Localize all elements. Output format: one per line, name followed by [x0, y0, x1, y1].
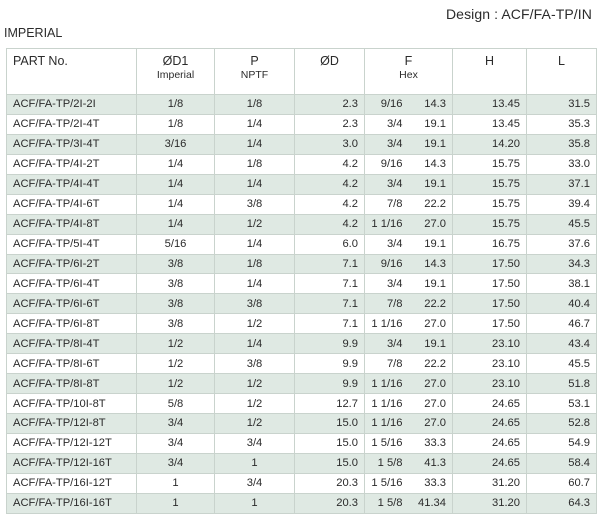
cell-f-mm: 22.2 [407, 354, 453, 374]
cell-f-mm: 27.0 [407, 414, 453, 434]
cell-part-no: ACF/FA-TP/6I-2T [7, 254, 137, 274]
header-d1-label: ØD1 [162, 54, 189, 68]
cell-f-inch: 1 5/16 [365, 473, 407, 493]
table-row [7, 493, 597, 513]
table-row [7, 134, 597, 154]
cell-h: 24.65 [453, 453, 527, 473]
cell-p: 1/2 [215, 214, 295, 234]
cell-d1: 1/8 [137, 95, 215, 115]
cell-f-inch: 9/16 [365, 154, 407, 174]
cell-d1: 5/8 [137, 394, 215, 414]
cell-part-no: ACF/FA-TP/16I-16T [7, 493, 137, 513]
cell-d: 9.9 [295, 374, 365, 394]
cell-d1: 5/16 [137, 234, 215, 254]
table-row [7, 433, 597, 453]
table-row [7, 254, 597, 274]
cell-part-no: ACF/FA-TP/4I-4T [7, 174, 137, 194]
cell-d1: 1 [137, 493, 215, 513]
cell-p: 3/8 [215, 354, 295, 374]
cell-h: 16.75 [453, 234, 527, 254]
cell-l: 64.3 [527, 493, 597, 513]
cell-f-mm: 41.3 [407, 453, 453, 473]
cell-p: 1/4 [215, 114, 295, 134]
cell-d1: 1/2 [137, 374, 215, 394]
cell-h: 23.10 [453, 354, 527, 374]
table-row [7, 334, 597, 354]
cell-l: 39.4 [527, 194, 597, 214]
cell-f-mm: 19.1 [407, 114, 453, 134]
cell-d1: 1/4 [137, 154, 215, 174]
cell-d: 15.0 [295, 433, 365, 453]
table-row [7, 374, 597, 394]
cell-d1: 1/8 [137, 114, 215, 134]
cell-f-inch: 7/8 [365, 294, 407, 314]
cell-part-no: ACF/FA-TP/4I-2T [7, 154, 137, 174]
cell-d: 7.1 [295, 274, 365, 294]
cell-h: 24.65 [453, 433, 527, 453]
cell-l: 34.3 [527, 254, 597, 274]
table-body [7, 95, 597, 514]
cell-f-inch: 1 1/16 [365, 394, 407, 414]
cell-d1: 1/4 [137, 194, 215, 214]
cell-f-mm: 27.0 [407, 314, 453, 334]
cell-f-inch: 9/16 [365, 95, 407, 115]
cell-part-no: ACF/FA-TP/10I-8T [7, 394, 137, 414]
header-part-no: PART No. [7, 49, 137, 95]
cell-d: 20.3 [295, 493, 365, 513]
cell-l: 46.7 [527, 314, 597, 334]
cell-h: 31.20 [453, 493, 527, 513]
table-row [7, 394, 597, 414]
cell-d1: 1/2 [137, 354, 215, 374]
table-row [7, 274, 597, 294]
cell-p: 1/4 [215, 334, 295, 354]
table-row [7, 95, 597, 115]
cell-part-no: ACF/FA-TP/12I-12T [7, 433, 137, 453]
cell-p: 1/4 [215, 274, 295, 294]
cell-h: 17.50 [453, 274, 527, 294]
cell-d1: 1/2 [137, 334, 215, 354]
cell-l: 35.8 [527, 134, 597, 154]
cell-d: 2.3 [295, 95, 365, 115]
cell-f-mm: 14.3 [407, 95, 453, 115]
cell-f-mm: 33.3 [407, 433, 453, 453]
cell-f-inch: 1 1/16 [365, 314, 407, 334]
cell-part-no: ACF/FA-TP/6I-4T [7, 274, 137, 294]
cell-p: 1/2 [215, 374, 295, 394]
header-f-sub: Hex [399, 69, 418, 81]
cell-h: 15.75 [453, 174, 527, 194]
header-f [365, 49, 453, 95]
cell-d: 7.1 [295, 254, 365, 274]
cell-l: 33.0 [527, 154, 597, 174]
section-label: IMPERIAL [4, 26, 63, 40]
cell-f-inch: 1 5/16 [365, 433, 407, 453]
cell-d: 15.0 [295, 414, 365, 434]
cell-l: 38.1 [527, 274, 597, 294]
cell-l: 54.9 [527, 433, 597, 453]
cell-d1: 3/8 [137, 274, 215, 294]
cell-f-mm: 41.34 [407, 493, 453, 513]
cell-f-mm: 19.1 [407, 134, 453, 154]
table-row [7, 214, 597, 234]
cell-f-mm: 19.1 [407, 234, 453, 254]
cell-part-no: ACF/FA-TP/12I-8T [7, 414, 137, 434]
cell-part-no: ACF/FA-TP/6I-6T [7, 294, 137, 314]
cell-d1: 1 [137, 473, 215, 493]
header-d: ØD [295, 49, 365, 95]
cell-h: 31.20 [453, 473, 527, 493]
header-p-label: P [250, 54, 259, 68]
table-row [7, 314, 597, 334]
cell-d: 3.0 [295, 134, 365, 154]
cell-part-no: ACF/FA-TP/2I-4T [7, 114, 137, 134]
cell-f-mm: 14.3 [407, 254, 453, 274]
cell-h: 13.45 [453, 95, 527, 115]
cell-part-no: ACF/FA-TP/2I-2I [7, 95, 137, 115]
cell-d1: 3/4 [137, 414, 215, 434]
header-f-label: F [404, 54, 413, 68]
cell-f-inch: 3/4 [365, 174, 407, 194]
cell-f-mm: 19.1 [407, 274, 453, 294]
cell-p: 1/2 [215, 394, 295, 414]
table-row [7, 354, 597, 374]
cell-f-inch: 1 1/16 [365, 414, 407, 434]
specification-table [6, 48, 597, 514]
cell-d1: 1/4 [137, 174, 215, 194]
cell-p: 3/4 [215, 473, 295, 493]
cell-h: 15.75 [453, 154, 527, 174]
cell-d1: 3/8 [137, 314, 215, 334]
cell-p: 3/8 [215, 294, 295, 314]
cell-d: 7.1 [295, 314, 365, 334]
cell-f-inch: 3/4 [365, 274, 407, 294]
cell-h: 24.65 [453, 414, 527, 434]
table-row [7, 174, 597, 194]
cell-p: 1/2 [215, 314, 295, 334]
cell-d: 20.3 [295, 473, 365, 493]
table-row [7, 234, 597, 254]
cell-f-mm: 33.3 [407, 473, 453, 493]
cell-h: 17.50 [453, 294, 527, 314]
cell-p: 1/8 [215, 95, 295, 115]
cell-l: 37.1 [527, 174, 597, 194]
cell-f-inch: 1 1/16 [365, 214, 407, 234]
cell-h: 15.75 [453, 214, 527, 234]
cell-d1: 3/8 [137, 254, 215, 274]
cell-f-mm: 14.3 [407, 154, 453, 174]
cell-f-mm: 22.2 [407, 194, 453, 214]
cell-part-no: ACF/FA-TP/8I-8T [7, 374, 137, 394]
cell-f-inch: 7/8 [365, 354, 407, 374]
cell-p: 1/8 [215, 154, 295, 174]
cell-d1: 1/4 [137, 214, 215, 234]
table-row [7, 414, 597, 434]
cell-d: 15.0 [295, 453, 365, 473]
table-row [7, 294, 597, 314]
cell-part-no: ACF/FA-TP/3I-4T [7, 134, 137, 154]
cell-l: 51.8 [527, 374, 597, 394]
cell-h: 24.65 [453, 394, 527, 414]
cell-p: 1/4 [215, 134, 295, 154]
cell-part-no: ACF/FA-TP/4I-6T [7, 194, 137, 214]
table-row [7, 453, 597, 473]
cell-p: 1/4 [215, 234, 295, 254]
table-row [7, 473, 597, 493]
cell-l: 52.8 [527, 414, 597, 434]
cell-h: 13.45 [453, 114, 527, 134]
header-p [215, 49, 295, 95]
cell-d: 6.0 [295, 234, 365, 254]
cell-f-inch: 9/16 [365, 254, 407, 274]
cell-f-inch: 3/4 [365, 234, 407, 254]
cell-d: 4.2 [295, 214, 365, 234]
design-label: Design : ACF/FA-TP/IN [445, 6, 592, 22]
header-row [7, 49, 597, 95]
cell-f-inch: 7/8 [365, 194, 407, 214]
cell-p: 3/8 [215, 194, 295, 214]
cell-f-inch: 3/4 [365, 114, 407, 134]
cell-part-no: ACF/FA-TP/5I-4T [7, 234, 137, 254]
cell-d1: 3/4 [137, 433, 215, 453]
cell-h: 17.50 [453, 314, 527, 334]
cell-d: 7.1 [295, 294, 365, 314]
cell-f-mm: 22.2 [407, 294, 453, 314]
cell-h: 23.10 [453, 334, 527, 354]
cell-part-no: ACF/FA-TP/16I-12T [7, 473, 137, 493]
cell-l: 45.5 [527, 354, 597, 374]
cell-d: 4.2 [295, 174, 365, 194]
cell-l: 40.4 [527, 294, 597, 314]
cell-part-no: ACF/FA-TP/8I-4T [7, 334, 137, 354]
cell-d: 9.9 [295, 334, 365, 354]
cell-l: 58.4 [527, 453, 597, 473]
cell-f-mm: 27.0 [407, 394, 453, 414]
cell-f-inch: 1 1/16 [365, 374, 407, 394]
cell-l: 60.7 [527, 473, 597, 493]
cell-part-no: ACF/FA-TP/12I-16T [7, 453, 137, 473]
cell-part-no: ACF/FA-TP/8I-6T [7, 354, 137, 374]
cell-d: 12.7 [295, 394, 365, 414]
header-h: H [453, 49, 527, 95]
cell-l: 35.3 [527, 114, 597, 134]
cell-h: 15.75 [453, 194, 527, 214]
cell-f-inch: 3/4 [365, 334, 407, 354]
cell-l: 37.6 [527, 234, 597, 254]
cell-d: 9.9 [295, 354, 365, 374]
cell-p: 1/2 [215, 414, 295, 434]
cell-p: 3/4 [215, 433, 295, 453]
header-p-sub: NPTF [240, 69, 269, 81]
header-l: L [527, 49, 597, 95]
table-row [7, 114, 597, 134]
cell-l: 53.1 [527, 394, 597, 414]
cell-l: 43.4 [527, 334, 597, 354]
cell-d1: 3/4 [137, 453, 215, 473]
cell-d1: 3/16 [137, 134, 215, 154]
header-d1-sub: Imperial [156, 69, 195, 81]
header-d1 [137, 49, 215, 95]
cell-p: 1/8 [215, 254, 295, 274]
cell-h: 23.10 [453, 374, 527, 394]
cell-d: 2.3 [295, 114, 365, 134]
table-row [7, 154, 597, 174]
cell-h: 14.20 [453, 134, 527, 154]
cell-l: 45.5 [527, 214, 597, 234]
cell-p: 1 [215, 453, 295, 473]
cell-p: 1 [215, 493, 295, 513]
cell-f-mm: 19.1 [407, 174, 453, 194]
cell-f-inch: 1 5/8 [365, 493, 407, 513]
cell-part-no: ACF/FA-TP/6I-8T [7, 314, 137, 334]
cell-part-no: ACF/FA-TP/4I-8T [7, 214, 137, 234]
cell-f-mm: 27.0 [407, 374, 453, 394]
cell-h: 17.50 [453, 254, 527, 274]
cell-d1: 3/8 [137, 294, 215, 314]
cell-d: 4.2 [295, 194, 365, 214]
cell-f-mm: 27.0 [407, 214, 453, 234]
cell-p: 1/4 [215, 174, 295, 194]
cell-f-inch: 3/4 [365, 134, 407, 154]
cell-l: 31.5 [527, 95, 597, 115]
cell-f-inch: 1 5/8 [365, 453, 407, 473]
table-row [7, 194, 597, 214]
cell-f-mm: 19.1 [407, 334, 453, 354]
cell-d: 4.2 [295, 154, 365, 174]
